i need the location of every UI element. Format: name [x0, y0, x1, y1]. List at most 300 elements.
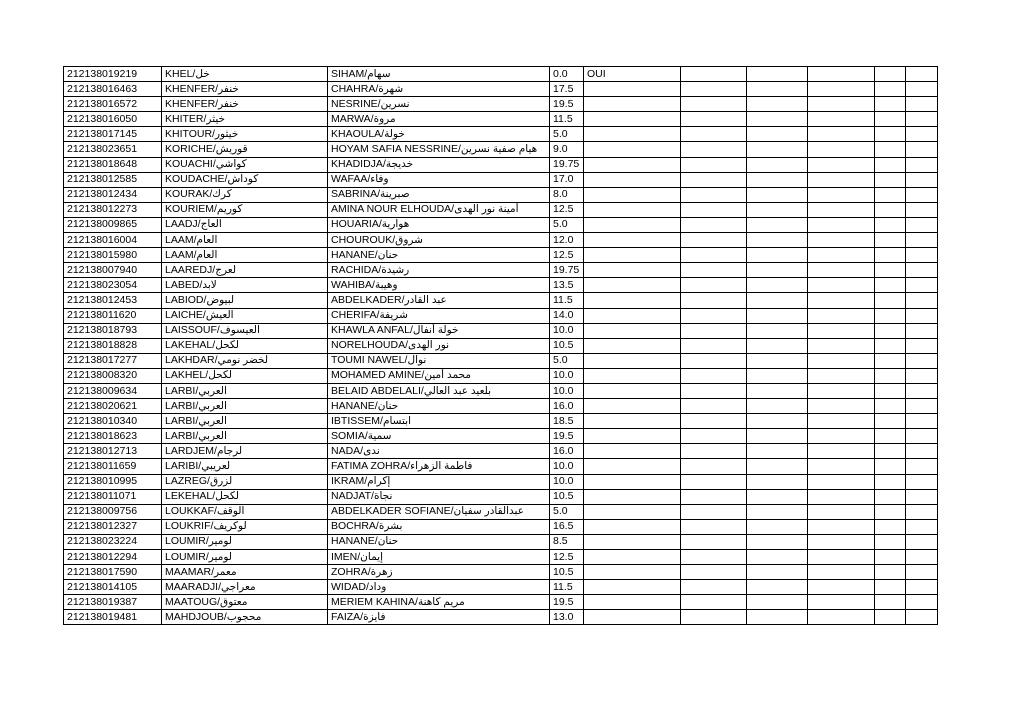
- empty-cell: [875, 610, 906, 625]
- grade-cell: 19.5: [550, 429, 584, 444]
- empty-cell: [808, 187, 875, 202]
- last-name-cell: KHENFER/خنفر: [162, 82, 328, 97]
- note-cell: [584, 489, 681, 504]
- empty-cell: [681, 308, 747, 323]
- empty-cell: [681, 444, 747, 459]
- empty-cell: [681, 519, 747, 534]
- first-name-cell: AMINA NOUR ELHOUDA/أمينة نور الهدى: [328, 202, 550, 217]
- last-name-cell: LAAM/العام: [162, 248, 328, 263]
- empty-cell: [875, 550, 906, 565]
- empty-cell: [875, 323, 906, 338]
- empty-cell: [808, 429, 875, 444]
- table-row: [64, 368, 938, 383]
- student-id-cell: 212138012585: [64, 172, 162, 187]
- last-name-cell: LOUKRIF/لوكريف: [162, 519, 328, 534]
- grade-cell: 16.0: [550, 444, 584, 459]
- table-row: [64, 489, 938, 504]
- empty-cell: [808, 489, 875, 504]
- grade-cell: 11.5: [550, 293, 584, 308]
- grade-cell: 16.0: [550, 399, 584, 414]
- first-name-cell: KHAOULA/خولة: [328, 127, 550, 142]
- empty-cell: [681, 489, 747, 504]
- empty-cell: [875, 127, 906, 142]
- last-name-cell: LAADJ/العاج: [162, 217, 328, 232]
- last-name-cell: LARBI/العربي: [162, 383, 328, 398]
- student-id-cell: 212138016050: [64, 112, 162, 127]
- empty-cell: [681, 610, 747, 625]
- last-name-cell: LAICHE/العيش: [162, 308, 328, 323]
- note-cell: [584, 580, 681, 595]
- empty-cell: [681, 429, 747, 444]
- grade-cell: 16.5: [550, 519, 584, 534]
- empty-cell: [681, 323, 747, 338]
- table-row: [64, 127, 938, 142]
- first-name-cell: ABDELKADER/عبد القادر: [328, 293, 550, 308]
- first-name-cell: WIDAD/وداد: [328, 580, 550, 595]
- empty-cell: [875, 489, 906, 504]
- first-name-cell: SABRINA/صبرينة: [328, 187, 550, 202]
- empty-cell: [875, 595, 906, 610]
- table-row: [64, 233, 938, 248]
- empty-cell: [875, 202, 906, 217]
- empty-cell: [681, 504, 747, 519]
- empty-cell: [875, 187, 906, 202]
- empty-cell: [747, 278, 808, 293]
- first-name-cell: HOYAM SAFIA NESSRINE/هيام صفية نسرين: [328, 142, 550, 157]
- grade-cell: 12.0: [550, 233, 584, 248]
- first-name-cell: NESRINE/نسرين: [328, 97, 550, 112]
- empty-cell: [681, 293, 747, 308]
- empty-cell: [681, 353, 747, 368]
- empty-cell: [808, 67, 875, 82]
- note-cell: [584, 172, 681, 187]
- table-row: [64, 565, 938, 580]
- student-id-cell: 212138023651: [64, 142, 162, 157]
- note-cell: OUI: [584, 67, 681, 82]
- table-row: [64, 610, 938, 625]
- empty-cell: [808, 504, 875, 519]
- first-name-cell: MARWA/مروة: [328, 112, 550, 127]
- empty-cell: [906, 67, 938, 82]
- student-id-cell: 212138008320: [64, 368, 162, 383]
- student-id-cell: 212138009756: [64, 504, 162, 519]
- first-name-cell: HOUARIA/هوارية: [328, 217, 550, 232]
- empty-cell: [747, 308, 808, 323]
- empty-cell: [681, 142, 747, 157]
- empty-cell: [808, 142, 875, 157]
- grade-cell: 12.5: [550, 202, 584, 217]
- empty-cell: [808, 474, 875, 489]
- grade-cell: 11.5: [550, 112, 584, 127]
- student-id-cell: 212138012434: [64, 187, 162, 202]
- empty-cell: [681, 187, 747, 202]
- note-cell: [584, 534, 681, 549]
- table-row: [64, 474, 938, 489]
- empty-cell: [808, 157, 875, 172]
- student-id-cell: 212138017277: [64, 353, 162, 368]
- empty-cell: [747, 67, 808, 82]
- table-row: [64, 308, 938, 323]
- note-cell: [584, 519, 681, 534]
- first-name-cell: KHADIDJA/خديجة: [328, 157, 550, 172]
- student-id-cell: 212138012453: [64, 293, 162, 308]
- note-cell: [584, 112, 681, 127]
- student-id-cell: 212138017590: [64, 565, 162, 580]
- student-id-cell: 212138012713: [64, 444, 162, 459]
- empty-cell: [747, 82, 808, 97]
- empty-cell: [906, 414, 938, 429]
- empty-cell: [747, 233, 808, 248]
- first-name-cell: KHAWLA ANFAL/خولة أنفال: [328, 323, 550, 338]
- last-name-cell: LOUMIR/لومير: [162, 550, 328, 565]
- empty-cell: [747, 263, 808, 278]
- note-cell: [584, 278, 681, 293]
- first-name-cell: FATIMA ZOHRA/فاطمة الزهراء: [328, 459, 550, 474]
- empty-cell: [681, 97, 747, 112]
- last-name-cell: LAAREDJ/لعرج: [162, 263, 328, 278]
- empty-cell: [906, 519, 938, 534]
- empty-cell: [747, 534, 808, 549]
- empty-cell: [906, 338, 938, 353]
- student-id-cell: 212138010995: [64, 474, 162, 489]
- last-name-cell: KHITER/خيثر: [162, 112, 328, 127]
- table-row: [64, 444, 938, 459]
- empty-cell: [808, 519, 875, 534]
- last-name-cell: MAATOUG/معتوق: [162, 595, 328, 610]
- empty-cell: [906, 459, 938, 474]
- table-row: [64, 97, 938, 112]
- empty-cell: [681, 112, 747, 127]
- empty-cell: [875, 263, 906, 278]
- first-name-cell: SIHAM/سهام: [328, 67, 550, 82]
- empty-cell: [808, 459, 875, 474]
- last-name-cell: MAHDJOUB/محجوب: [162, 610, 328, 625]
- last-name-cell: KHITOUR/خيثور: [162, 127, 328, 142]
- empty-cell: [808, 217, 875, 232]
- empty-cell: [906, 429, 938, 444]
- student-id-cell: 212138012327: [64, 519, 162, 534]
- student-id-cell: 212138018828: [64, 338, 162, 353]
- last-name-cell: LARDJEM/لرجام: [162, 444, 328, 459]
- grade-cell: 10.0: [550, 459, 584, 474]
- empty-cell: [906, 323, 938, 338]
- empty-cell: [747, 504, 808, 519]
- empty-cell: [747, 489, 808, 504]
- first-name-cell: IBTISSEM/ابتسام: [328, 414, 550, 429]
- student-id-cell: 212138018623: [64, 429, 162, 444]
- note-cell: [584, 444, 681, 459]
- empty-cell: [747, 112, 808, 127]
- first-name-cell: CHOUROUK/شروق: [328, 233, 550, 248]
- first-name-cell: WAFAA/وفاء: [328, 172, 550, 187]
- empty-cell: [808, 233, 875, 248]
- grade-cell: 10.5: [550, 565, 584, 580]
- empty-cell: [808, 383, 875, 398]
- empty-cell: [808, 444, 875, 459]
- empty-cell: [906, 580, 938, 595]
- table-row: [64, 550, 938, 565]
- first-name-cell: HANANE/حنان: [328, 248, 550, 263]
- empty-cell: [808, 202, 875, 217]
- empty-cell: [681, 217, 747, 232]
- last-name-cell: LARBI/العربي: [162, 399, 328, 414]
- first-name-cell: HANANE/حنان: [328, 399, 550, 414]
- empty-cell: [906, 550, 938, 565]
- table-row: [64, 187, 938, 202]
- grade-cell: 10.0: [550, 368, 584, 383]
- empty-cell: [808, 595, 875, 610]
- empty-cell: [681, 127, 747, 142]
- empty-cell: [808, 127, 875, 142]
- empty-cell: [808, 338, 875, 353]
- empty-cell: [747, 383, 808, 398]
- empty-cell: [747, 474, 808, 489]
- empty-cell: [808, 368, 875, 383]
- empty-cell: [681, 82, 747, 97]
- empty-cell: [681, 414, 747, 429]
- empty-cell: [808, 293, 875, 308]
- empty-cell: [875, 112, 906, 127]
- empty-cell: [906, 399, 938, 414]
- note-cell: [584, 82, 681, 97]
- student-id-cell: 212138018793: [64, 323, 162, 338]
- last-name-cell: MAARADJI/معراجي: [162, 580, 328, 595]
- note-cell: [584, 202, 681, 217]
- last-name-cell: LOUMIR/لومير: [162, 534, 328, 549]
- table-row: [64, 263, 938, 278]
- empty-cell: [747, 127, 808, 142]
- grade-cell: 5.0: [550, 353, 584, 368]
- student-id-cell: 212138017145: [64, 127, 162, 142]
- last-name-cell: KOUACHI/كواشي: [162, 157, 328, 172]
- first-name-cell: NADA/ندى: [328, 444, 550, 459]
- empty-cell: [747, 429, 808, 444]
- first-name-cell: ABDELKADER SOFIANE/عبدالقادر سفيان: [328, 504, 550, 519]
- note-cell: [584, 187, 681, 202]
- student-id-cell: 212138019387: [64, 595, 162, 610]
- last-name-cell: LAKEHAL/لكحل: [162, 338, 328, 353]
- note-cell: [584, 383, 681, 398]
- student-id-cell: 212138012273: [64, 202, 162, 217]
- first-name-cell: NORELHOUDA/نور الهدى: [328, 338, 550, 353]
- first-name-cell: MOHAMED AMINE/محمد أمين: [328, 368, 550, 383]
- table-row: [64, 459, 938, 474]
- empty-cell: [747, 172, 808, 187]
- first-name-cell: FAIZA/فايزة: [328, 610, 550, 625]
- last-name-cell: LOUKKAF/الوقف: [162, 504, 328, 519]
- empty-cell: [875, 157, 906, 172]
- last-name-cell: MAAMAR/معمر: [162, 565, 328, 580]
- empty-cell: [906, 202, 938, 217]
- last-name-cell: LARBI/العربي: [162, 414, 328, 429]
- note-cell: [584, 217, 681, 232]
- empty-cell: [875, 459, 906, 474]
- empty-cell: [747, 550, 808, 565]
- first-name-cell: BELAID ABDELALI/بلعيد عبد العالي: [328, 383, 550, 398]
- empty-cell: [681, 368, 747, 383]
- note-cell: [584, 323, 681, 338]
- table-row: [64, 67, 938, 82]
- table-row: [64, 278, 938, 293]
- empty-cell: [875, 217, 906, 232]
- empty-cell: [808, 172, 875, 187]
- empty-cell: [906, 383, 938, 398]
- empty-cell: [875, 338, 906, 353]
- empty-cell: [747, 323, 808, 338]
- student-id-cell: 212138009865: [64, 217, 162, 232]
- empty-cell: [875, 353, 906, 368]
- grade-cell: 13.5: [550, 278, 584, 293]
- first-name-cell: MERIEM KAHINA/مريم كاهنة: [328, 595, 550, 610]
- empty-cell: [906, 534, 938, 549]
- grade-cell: 8.5: [550, 534, 584, 549]
- note-cell: [584, 368, 681, 383]
- empty-cell: [681, 580, 747, 595]
- table-row: [64, 112, 938, 127]
- note-cell: [584, 414, 681, 429]
- empty-cell: [747, 338, 808, 353]
- grade-cell: 5.0: [550, 504, 584, 519]
- grade-cell: 18.5: [550, 414, 584, 429]
- empty-cell: [906, 474, 938, 489]
- empty-cell: [681, 565, 747, 580]
- grade-cell: 8.0: [550, 187, 584, 202]
- table-row: [64, 534, 938, 549]
- empty-cell: [808, 97, 875, 112]
- empty-cell: [681, 399, 747, 414]
- grade-cell: 19.75: [550, 157, 584, 172]
- empty-cell: [906, 187, 938, 202]
- grade-cell: 0.0: [550, 67, 584, 82]
- empty-cell: [906, 308, 938, 323]
- empty-cell: [808, 414, 875, 429]
- empty-cell: [906, 157, 938, 172]
- empty-cell: [747, 157, 808, 172]
- empty-cell: [747, 248, 808, 263]
- student-id-cell: 212138014105: [64, 580, 162, 595]
- empty-cell: [875, 248, 906, 263]
- empty-cell: [875, 308, 906, 323]
- last-name-cell: LABED/لابد: [162, 278, 328, 293]
- empty-cell: [808, 580, 875, 595]
- first-name-cell: HANANE/حنان: [328, 534, 550, 549]
- last-name-cell: LAKHDAR/لخضر نومي: [162, 353, 328, 368]
- empty-cell: [808, 550, 875, 565]
- empty-cell: [906, 610, 938, 625]
- note-cell: [584, 338, 681, 353]
- last-name-cell: LARBI/العربي: [162, 429, 328, 444]
- empty-cell: [747, 444, 808, 459]
- student-id-cell: 212138023054: [64, 278, 162, 293]
- note-cell: [584, 97, 681, 112]
- empty-cell: [747, 368, 808, 383]
- empty-cell: [808, 248, 875, 263]
- table-row: [64, 293, 938, 308]
- last-name-cell: LAISSOUF/العيسوف: [162, 323, 328, 338]
- empty-cell: [875, 519, 906, 534]
- empty-cell: [681, 172, 747, 187]
- student-id-cell: 212138023224: [64, 534, 162, 549]
- note-cell: [584, 504, 681, 519]
- empty-cell: [875, 399, 906, 414]
- empty-cell: [808, 82, 875, 97]
- grade-cell: 10.0: [550, 383, 584, 398]
- note-cell: [584, 429, 681, 444]
- empty-cell: [747, 580, 808, 595]
- empty-cell: [747, 519, 808, 534]
- empty-cell: [681, 278, 747, 293]
- grade-cell: 12.5: [550, 550, 584, 565]
- empty-cell: [875, 474, 906, 489]
- empty-cell: [808, 565, 875, 580]
- grade-cell: 10.0: [550, 474, 584, 489]
- empty-cell: [681, 595, 747, 610]
- empty-cell: [875, 293, 906, 308]
- empty-cell: [681, 459, 747, 474]
- grade-cell: 17.0: [550, 172, 584, 187]
- note-cell: [584, 308, 681, 323]
- table-body: [64, 67, 938, 625]
- empty-cell: [747, 293, 808, 308]
- empty-cell: [747, 202, 808, 217]
- note-cell: [584, 399, 681, 414]
- note-cell: [584, 127, 681, 142]
- empty-cell: [747, 459, 808, 474]
- note-cell: [584, 610, 681, 625]
- last-name-cell: KORICHE/قوريش: [162, 142, 328, 157]
- empty-cell: [906, 127, 938, 142]
- empty-cell: [906, 353, 938, 368]
- note-cell: [584, 157, 681, 172]
- table-row: [64, 414, 938, 429]
- empty-cell: [906, 112, 938, 127]
- grades-table: [63, 66, 938, 625]
- empty-cell: [906, 263, 938, 278]
- empty-cell: [875, 383, 906, 398]
- grade-cell: 10.5: [550, 338, 584, 353]
- first-name-cell: WAHIBA/وهيبة: [328, 278, 550, 293]
- empty-cell: [875, 82, 906, 97]
- empty-cell: [747, 610, 808, 625]
- table-row: [64, 157, 938, 172]
- empty-cell: [875, 142, 906, 157]
- grade-cell: 5.0: [550, 127, 584, 142]
- empty-cell: [906, 248, 938, 263]
- grade-cell: 10.0: [550, 323, 584, 338]
- empty-cell: [747, 142, 808, 157]
- table-row: [64, 595, 938, 610]
- student-id-cell: 212138019219: [64, 67, 162, 82]
- grade-cell: 12.5: [550, 248, 584, 263]
- table-row: [64, 338, 938, 353]
- empty-cell: [808, 112, 875, 127]
- empty-cell: [906, 489, 938, 504]
- first-name-cell: IMEN/إيمان: [328, 550, 550, 565]
- last-name-cell: LAKHEL/لكحل: [162, 368, 328, 383]
- grade-cell: 17.5: [550, 82, 584, 97]
- last-name-cell: KOURAK/كرك: [162, 187, 328, 202]
- empty-cell: [906, 82, 938, 97]
- empty-cell: [747, 414, 808, 429]
- empty-cell: [681, 338, 747, 353]
- empty-cell: [906, 172, 938, 187]
- table-row: [64, 429, 938, 444]
- empty-cell: [875, 429, 906, 444]
- note-cell: [584, 263, 681, 278]
- empty-cell: [681, 233, 747, 248]
- empty-cell: [808, 308, 875, 323]
- note-cell: [584, 248, 681, 263]
